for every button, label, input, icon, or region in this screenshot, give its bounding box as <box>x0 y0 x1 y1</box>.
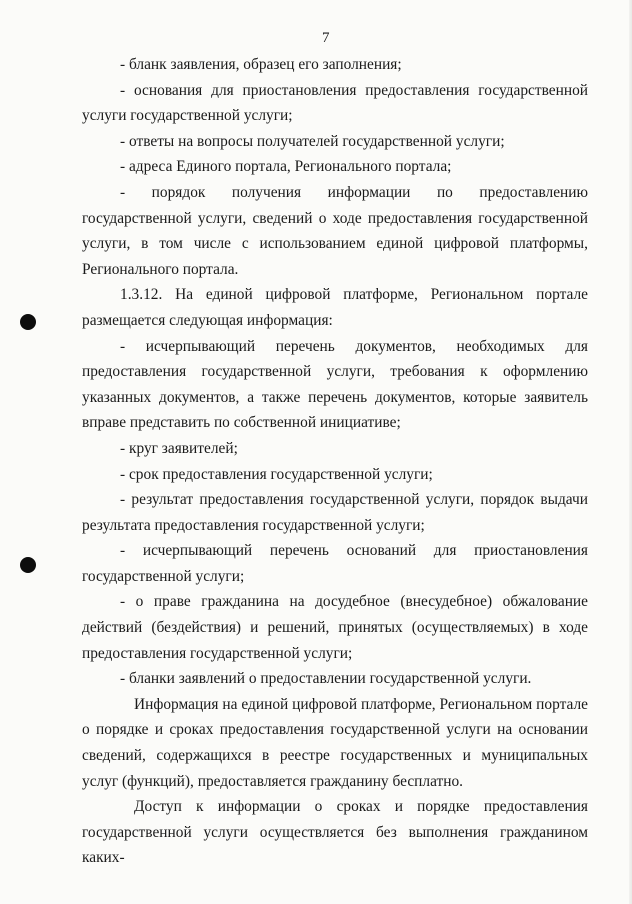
paragraph-11: - исчерпывающий перечень оснований для приостановления государственной услуги; <box>82 542 588 585</box>
paragraph-3: - ответы на вопросы получателей государственной услуги; <box>120 132 505 150</box>
punch-hole-mark <box>20 314 36 330</box>
paragraph-14: Информация на единой цифровой платформе, Региональном портале о порядке и сроках предоставления государственной услуги на основании сведений, содержащихся в реестре государственных и муниципальных услуг (функций), предоставляется гражданину бесплатно. <box>82 695 588 790</box>
paragraph-5: - порядок получения информации по предоставлению государственной услуги, сведений о ходе предоставления государственной услуги, в том числе с использованием единой цифровой платформы, Регионального портала. <box>82 183 588 278</box>
punch-hole-mark <box>20 557 36 573</box>
paragraph-7: - исчерпывающий перечень документов, необходимых для предоставления государственной услуги, требования к оформлению указанных документов, а также перечень документов, которые заявитель вправе представить по собственной инициативе; <box>82 337 588 432</box>
paragraph-13: - бланки заявлений о предоставлении государственной услуги. <box>120 670 532 688</box>
paragraph-15: Доступ к информации о сроках и порядке предоставления государственной услуги осуществляется без выполнения гражданином каких- <box>82 798 588 867</box>
paragraph-12: - о праве гражданина на досудебное (внесудебное) обжалование действий (бездействия) и решений, принятых (осуществляемых) в ходе предоставления государственной услуги; <box>82 593 588 662</box>
paragraph-1: - бланк заявления, образец его заполнения; <box>120 56 402 73</box>
paragraph-10: - результат предоставления государственной услуги, порядок выдачи результата предоставления государственной услуги; <box>82 491 588 534</box>
paragraph-4: - адреса Единого портала, Регионального портала; <box>120 158 452 176</box>
paragraph-2: - основания для приостановления предоставления государственной услуги государственной услуги; <box>82 81 588 125</box>
document-body <box>82 52 588 871</box>
paragraph-9: - срок предоставления государственной услуги; <box>120 465 433 483</box>
paragraph-8: - круг заявителей; <box>120 439 238 457</box>
page-number: 7 <box>322 30 330 46</box>
paragraph-6: 1.3.12. На единой цифровой платформе, Региональном портале размещается следующая информация: <box>82 286 588 329</box>
